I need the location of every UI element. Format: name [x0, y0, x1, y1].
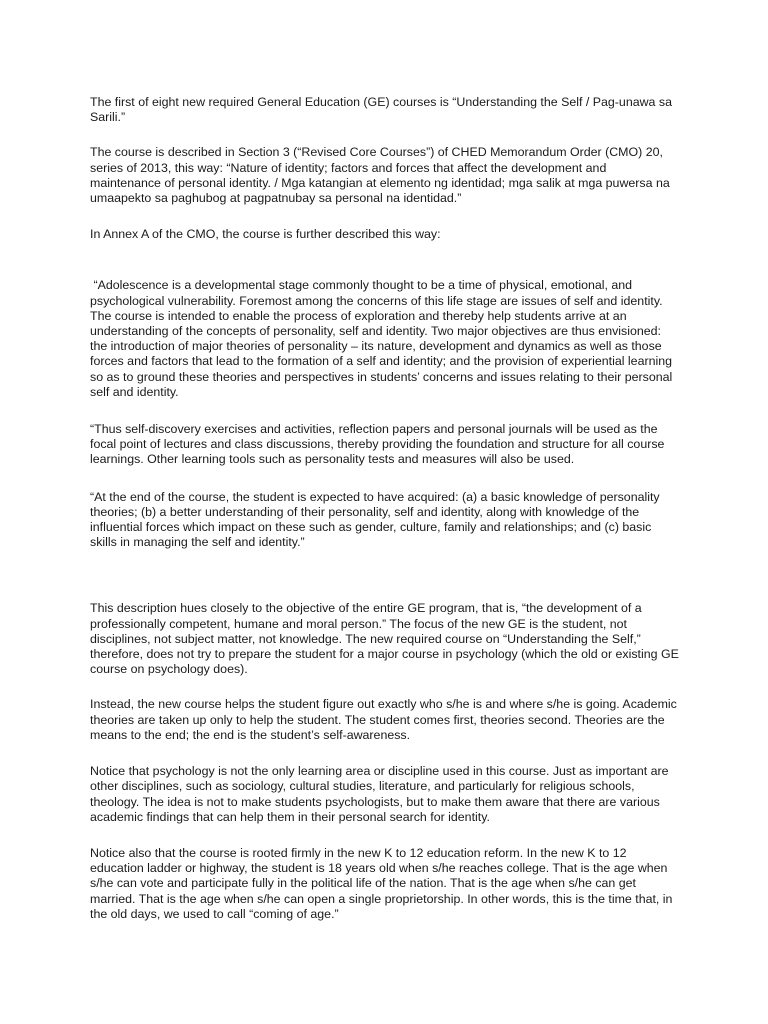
paragraph-section-3: The course is described in Section 3 (“Revised Core Courses”) of CHED Memorandum Order (CMO) 20, series of 2013, this way: “Nature of identity; factors and forces that affect the development and maintenance of personal identity. / Mga katangian at elemento ng identidad; mga salik at mga puwersa na umaapekto sa paghubog at pagpatnubay sa personal na identidad.”: [90, 145, 670, 206]
quote-adolescence: “Adolescence is a developmental stage commonly thought to be a time of physical, emotional, and psychological vulnerability. Foremost among the concerns of this life stage are issues of self and identity. The course is intended to enable the process of exploration and thereby help students arrive at an understanding of the concepts of personality, self and identity. Two major objectives are thus envisioned: the introduction of major theories of personality – its nature, development and dynamics as well as those forces and factors that lead to the formation of a self and identity; and the provision of experiential learning so as to ground these theories and perspectives in students’ concerns and issues relating to their personal self and identity.: [90, 278, 673, 399]
quote-course-outcomes: “At the end of the course, the student is expected to have acquired: (a) a basic knowledge of personality theories; (b) a better understanding of their personality, self and identity, along with knowledge of the influential forces which impact on these such as gender, culture, family and relationships; and (c) basic skills in managing the self and identity.”: [90, 489, 660, 550]
paragraph-k-to-12: Notice also that the course is rooted firmly in the new K to 12 education reform. In the new K to 12 education ladder or highway, the student is 18 years old when s/he reaches college. That is the age when s/he can vote and participate fully in the political life of the nation. That is the age when s/he can get married. That is the age when s/he can open a single proprietorship. In other words, this is the time that, in the old days, we used to call “coming of age.”: [90, 845, 673, 921]
paragraph-ge-objective: This description hues closely to the objective of the entire GE program, that is, “the development of a professionally competent, humane and moral person.” The focus of the new GE is the student, not disciplines, not subject matter, not knowledge. The new required course on “Understanding the Self,” therefore, does not try to prepare the student for a major course in psychology (which the old or existing GE course on psychology does).: [90, 601, 679, 677]
quote-self-discovery: “Thus self-discovery exercises and activities, reflection papers and personal journals will be used as the focal point of lectures and class discussions, thereby providing the foundation and structure for all course learnings. Other learning tools such as personality tests and measures will also be used.: [90, 422, 665, 467]
paragraph-annex-a: In Annex A of the CMO, the course is further described this way:: [90, 227, 441, 242]
paragraph-intro: The first of eight new required General Education (GE) courses is “Understanding the Self / Pag-unawa sa Sarili.”: [90, 95, 672, 125]
document-page: [90, 95, 680, 922]
paragraph-psychology: Notice that psychology is not the only learning area or discipline used in this course. Just as important are other disciplines, such as sociology, cultural studies, literature, and particularly for religious schools, theology. The idea is not to make students psychologists, but to make them aware that there are various academic findings that can help them in their personal search for identity.: [90, 764, 669, 824]
paragraph-instead: Instead, the new course helps the student figure out exactly who s/he is and where s/he is going. Academic theories are taken up only to help the student. The student comes first, theories second. Theories are the means to the end; the end is the student’s self-awareness.: [90, 697, 677, 742]
